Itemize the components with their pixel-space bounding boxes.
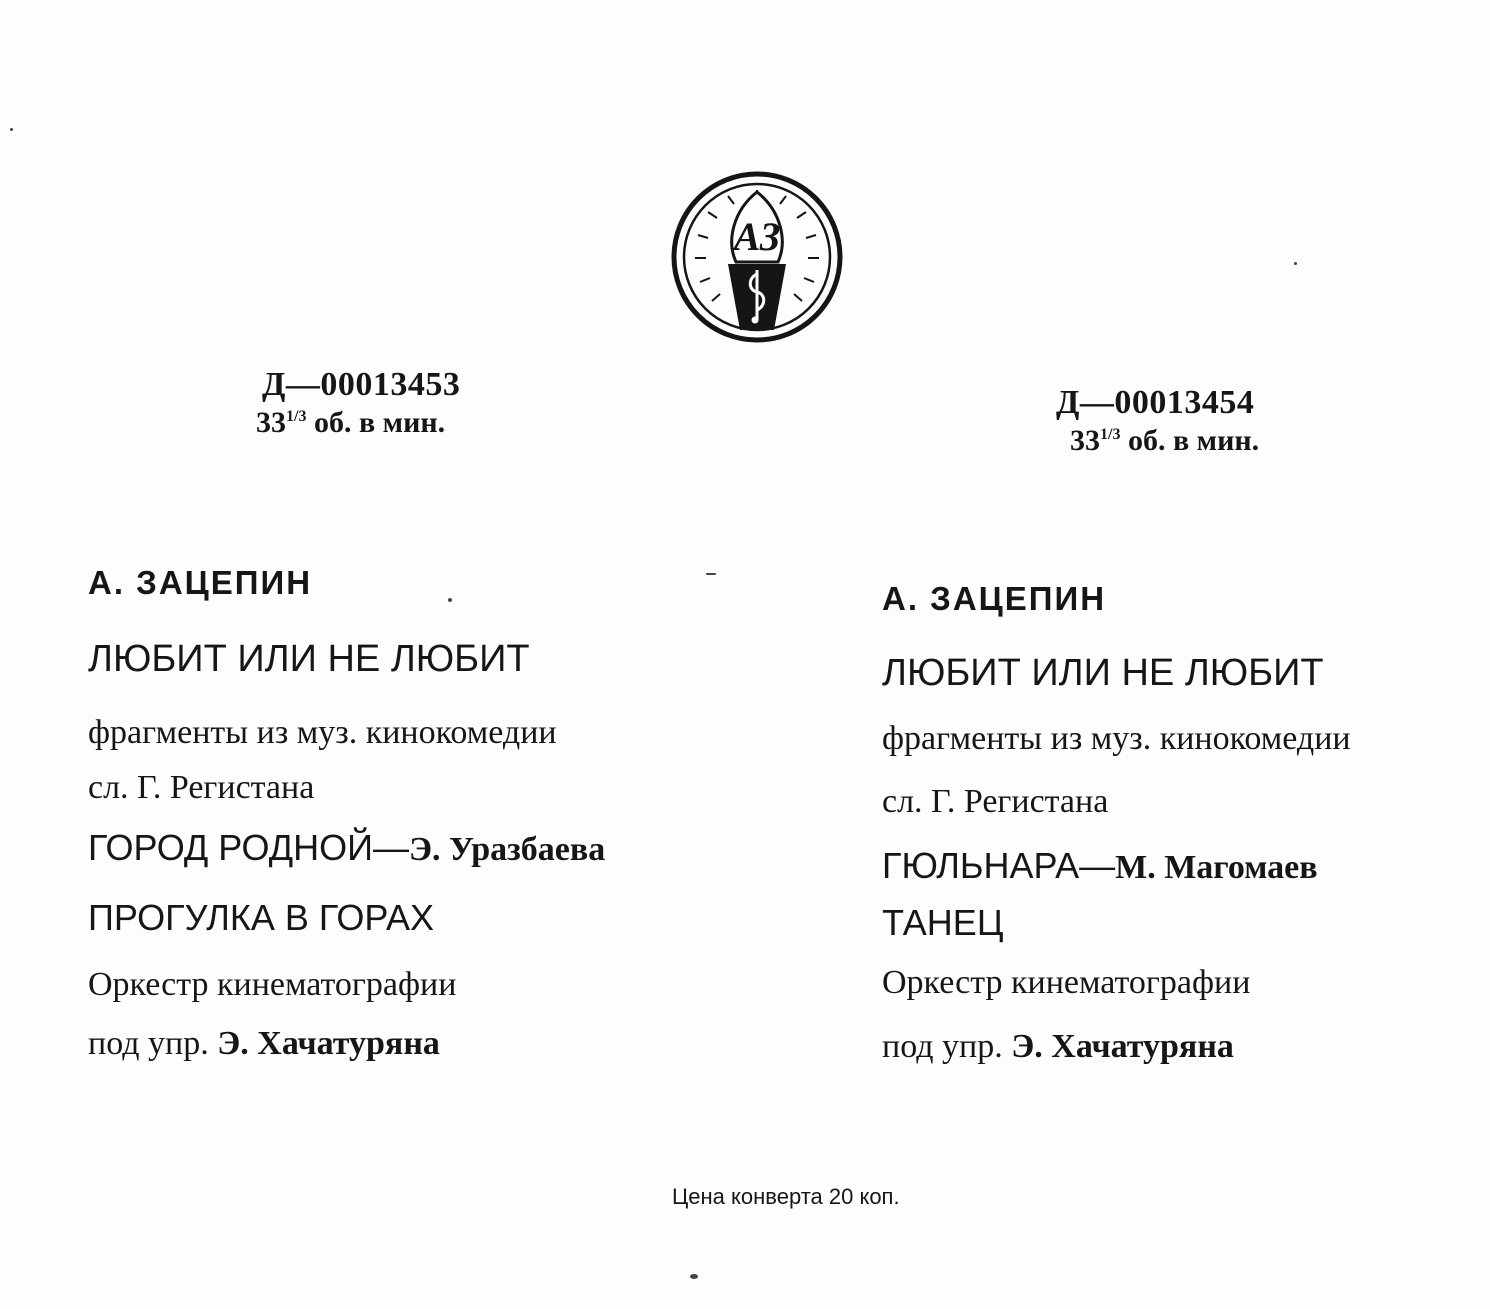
lyrics-left: сл. Г. Регистана: [88, 769, 315, 806]
envelope-price: Цена конверта 20 коп.: [672, 1184, 900, 1209]
speed-whole-left: 33: [256, 406, 286, 439]
catalog-number-left: Д—00013453: [262, 366, 461, 403]
catalog-block-right: [1056, 386, 1259, 456]
conductor-prefix-right: под упр.: [882, 1028, 1003, 1065]
speed-fraction-left: 1/3: [286, 408, 307, 425]
catalog-number-right: Д—00013454: [1056, 384, 1255, 421]
conductor-prefix-left: под упр.: [88, 1025, 209, 1062]
conductor-line-left: [88, 1027, 440, 1061]
album-title-right: ЛЮБИТ ИЛИ НЕ ЛЮБИТ: [882, 652, 1324, 694]
print-speck: [448, 598, 452, 602]
speed-fraction-right: 1/3: [1100, 426, 1121, 443]
record-label-logo: [670, 170, 844, 344]
track2-left: ПРОГУЛКА В ГОРАХ: [88, 897, 434, 938]
subtitle-right: фрагменты из муз. кинокомедии: [882, 720, 1351, 757]
speed-unit-left: об. в мин.: [313, 406, 446, 439]
conductor-left: Э. Хачатуряна: [217, 1025, 440, 1062]
speed-left: [256, 408, 460, 438]
orchestra-left: Оркестр кинематографии: [88, 966, 457, 1003]
album-title-left: ЛЮБИТ ИЛИ НЕ ЛЮБИТ: [88, 638, 530, 680]
print-speck: [1294, 262, 1297, 265]
speed-right: [1070, 426, 1259, 456]
conductor-line-right: [882, 1030, 1234, 1064]
track1-right: [882, 845, 1318, 886]
print-speck: [10, 128, 13, 131]
track1-left: [88, 827, 606, 868]
track1-title-right: ГЮЛЬНАРА—: [882, 845, 1116, 886]
catalog-block-left: [256, 366, 461, 439]
track1-title-left: ГОРОД РОДНОЙ—: [88, 827, 409, 868]
conductor-right: Э. Хачатуряна: [1011, 1028, 1234, 1065]
logo-letters: АЗ: [733, 214, 781, 259]
speed-unit-right: об. в мин.: [1127, 424, 1260, 457]
orchestra-right: Оркестр кинематографии: [882, 964, 1251, 1001]
subtitle-left: фрагменты из муз. кинокомедии: [88, 714, 557, 751]
print-speck: [706, 573, 716, 575]
track1-performer-right: М. Магомаев: [1115, 849, 1318, 886]
composer-left: А. ЗАЦЕПИН: [88, 564, 313, 601]
print-speck: [690, 1274, 698, 1279]
speed-whole-right: 33: [1070, 424, 1100, 457]
composer-right: А. ЗАЦЕПИН: [882, 580, 1107, 617]
lyrics-right: сл. Г. Регистана: [882, 783, 1109, 820]
track1-performer-left: Э. Уразбаева: [408, 831, 606, 868]
track2-right: ТАНЕЦ: [882, 902, 1004, 943]
